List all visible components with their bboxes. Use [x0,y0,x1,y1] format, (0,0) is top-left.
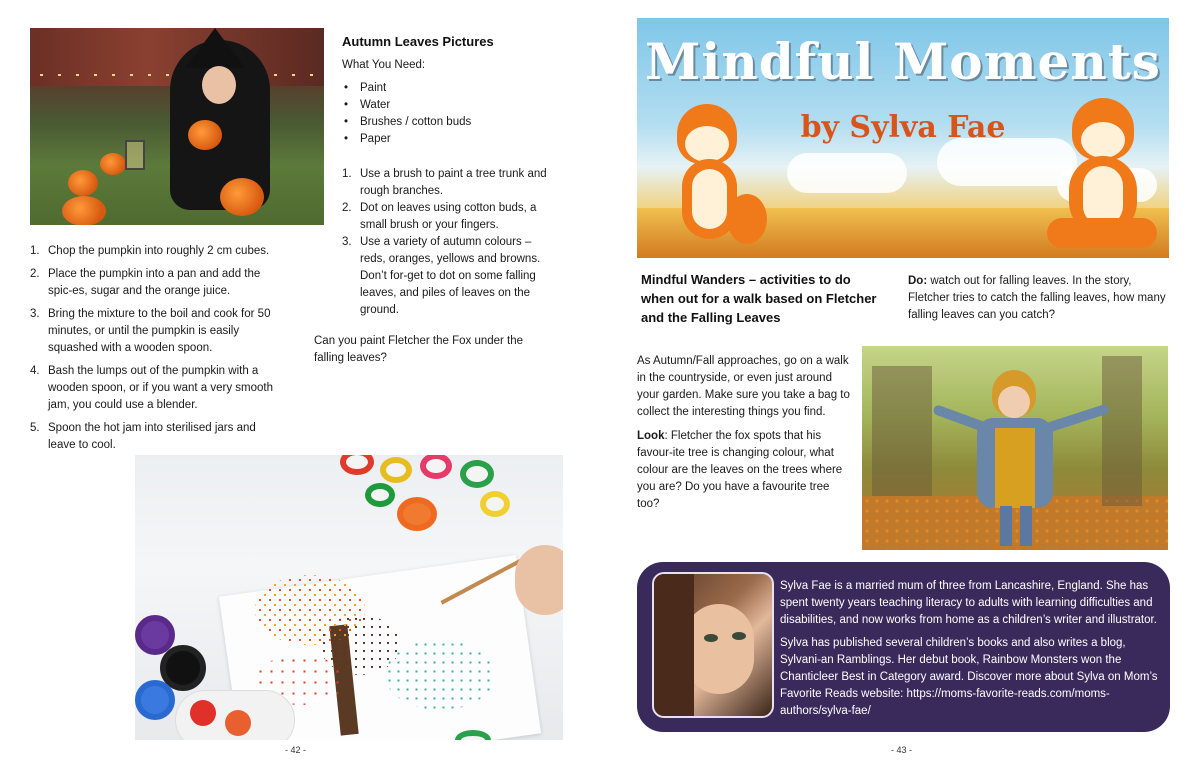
list-item: 2. Dot on leaves using cotton buds, a small brush or your fingers. [342,202,537,231]
page-number: - 42 - [285,745,307,755]
list-item: 3. Bring the mixture to the boil and cook for 50 minutes, or until the pumpkin is easily squashed with a wooden spoon. [30,308,271,354]
mindful-wanders-heading: Mindful Wanders – activities to do when out for a walk based on Fletcher and the Falling Leaves [641,272,877,325]
paint-fletcher-question: Can you paint Fletcher the Fox under the falling leaves? [314,335,524,364]
what-you-need-label: What You Need: [342,59,426,71]
pumpkin-jam-steps [30,243,280,460]
do-label: Do: [908,275,928,287]
intro-paragraph: As Autumn/Fall approaches, go on a walk in the countryside, or even just around your garden. Make sure you take a bag to collect the interesting things you find. [637,355,850,418]
list-item: 4. Bash the lumps out of the pumpkin with a wooden spoon, or if you want a very smooth jam, you could use a blender. [30,365,274,411]
mindful-moments-banner [637,18,1169,258]
page-43 [600,0,1200,768]
list-item: 1. Use a brush to paint a tree trunk and rough branches. [342,168,547,197]
author-bio-box [637,562,1170,732]
author-photo [652,572,774,718]
banner-byline: by Sylva Fae [800,110,1006,145]
look-text: : Fletcher the fox spots that his favour-ite tree is changing colour, what colour are the leaves on the trees where you are? Do you have a favourite tree too? [637,430,843,510]
child-in-leaves-photo [862,346,1168,550]
autumn-painting-photo [135,455,563,740]
bio-paragraph-2: Sylva has published several children’s books and also writes a blog, Sylvani-an Ramblings. Her debut book, Rainbow Monsters won the Chanticleer Best in Category award. Discover more about Sylva on Mom’s Favorite Reads website: https://moms-favorite-reads.com/moms-authors/sylva-fae/ [780,637,1158,717]
halloween-child-photo [30,28,324,225]
fox-left-illustration [657,104,767,254]
bio-paragraph-1: Sylva Fae is a married mum of three from Lancashire, England. She has spent twenty years teaching literacy to adults with learning difficulties and disabilities, and now works from home as a children’s writer and illustrator. [780,580,1157,626]
autumn-leaves-title: Autumn Leaves Pictures [342,34,494,49]
list-item: • Paint [342,80,542,97]
look-label: Look [637,430,665,442]
list-item: 2. Place the pumpkin into a pan and add the spic-es, sugar and the orange juice. [30,268,261,297]
do-paragraph [908,273,1168,324]
list-item: • Paper [342,131,542,148]
list-item: 3. Use a variety of autumn colours – reds, oranges, yellows and browns. Don’t for-get to dot on some falling leaves, and piles of leaves on the ground. [342,236,541,316]
list-item: • Brushes / cotton buds [342,114,542,131]
materials-list [342,80,542,148]
banner-title: Mindful Moments [645,32,1161,91]
list-item: • Water [342,97,542,114]
do-text: watch out for falling leaves. In the story, Fletcher tries to catch the falling leaves, how many falling leaves can you catch? [908,275,1166,321]
autumn-leaves-steps [342,166,557,319]
list-item: 5. Spoon the hot jam into sterilised jars and leave to cool. [30,422,256,451]
page-number: - 43 - [891,745,913,755]
fox-right-illustration [1047,98,1157,258]
look-paragraph [637,428,852,513]
list-item: 1. Chop the pumpkin into roughly 2 cm cubes. [30,245,270,257]
